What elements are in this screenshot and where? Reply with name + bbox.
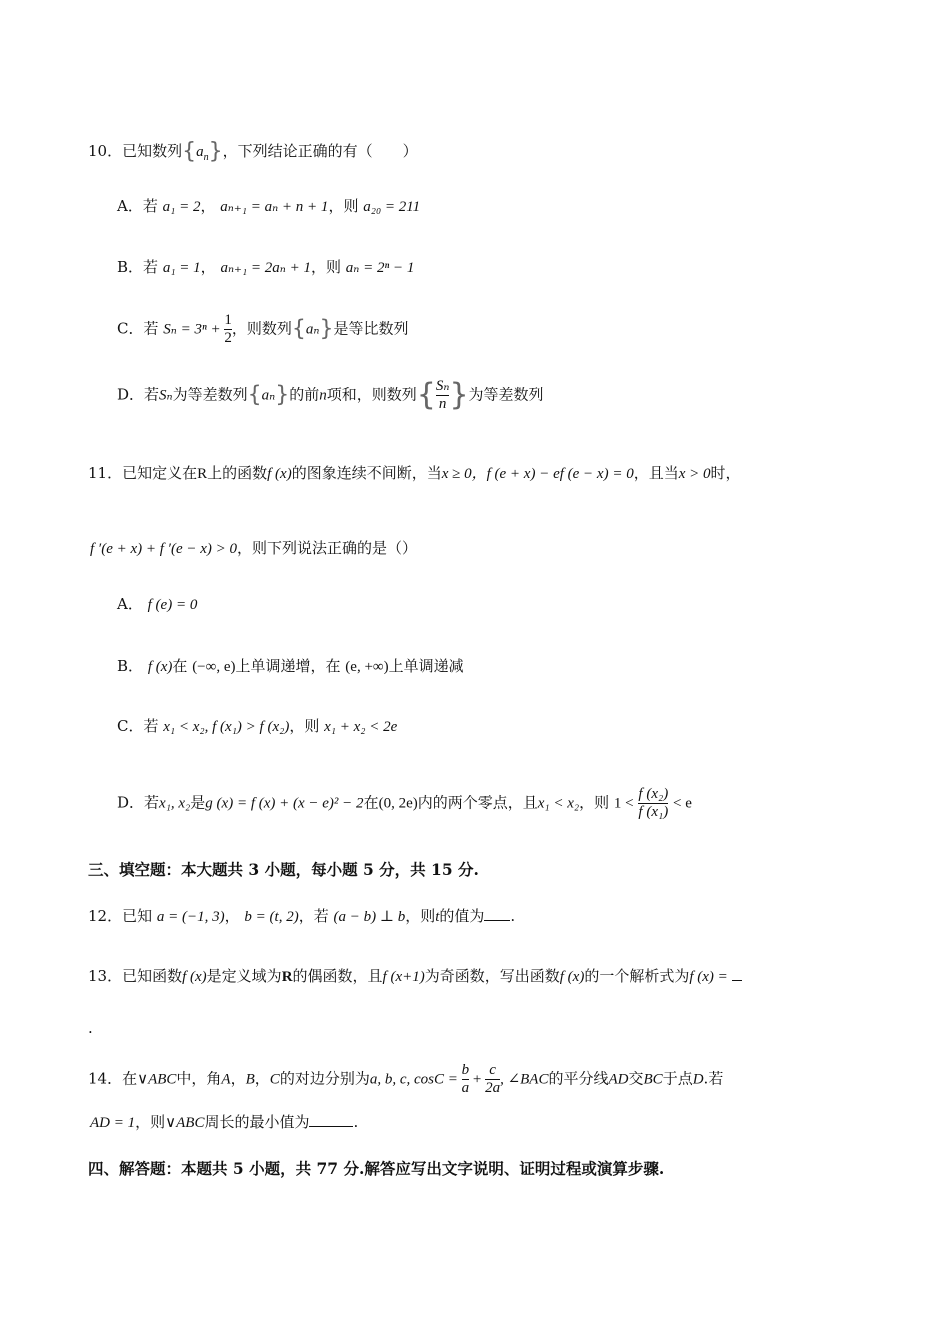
left-brace-icon: { bbox=[291, 316, 306, 342]
option-label: A．若 bbox=[117, 197, 158, 215]
separator: ， bbox=[200, 197, 216, 215]
q10-b-concl: aₙ = 2ⁿ − 1 bbox=[345, 260, 415, 276]
q14 bbox=[88, 1062, 723, 1097]
q10-option-d bbox=[117, 378, 544, 413]
option-label: A． bbox=[117, 595, 143, 613]
fraction bbox=[485, 1062, 500, 1097]
q12-text: ，则 bbox=[405, 907, 436, 925]
triangle-abc: ∨ABC bbox=[137, 1071, 177, 1088]
option-label: D．若 bbox=[117, 793, 160, 812]
q14-text: 于点 bbox=[662, 1069, 693, 1088]
zero-vars: x₁, x₂ bbox=[159, 795, 191, 812]
frac-den: n bbox=[438, 396, 447, 412]
frac-den: 2a bbox=[485, 1080, 501, 1096]
answer-blank[interactable] bbox=[732, 980, 742, 981]
sequence: aₙ bbox=[305, 321, 320, 338]
option-text: 是 bbox=[190, 793, 206, 812]
function-g: g (x) = f (x) + (x − e)² − 2 bbox=[205, 795, 364, 812]
function-f: f (x) bbox=[267, 466, 292, 482]
cond-x-positive: x > 0 bbox=[678, 466, 711, 482]
plus-sign: + bbox=[469, 1071, 486, 1088]
then-text: ，则 bbox=[328, 197, 359, 215]
option-text: 在 bbox=[172, 657, 188, 675]
q10-stem-b: ，下列结论正确的有（ ） bbox=[222, 142, 418, 160]
segment-bc: BC bbox=[643, 1071, 663, 1088]
fraction bbox=[638, 786, 668, 821]
then-text: ，则 bbox=[289, 717, 320, 735]
q11-stem-line2 bbox=[90, 536, 417, 561]
q10-b-cond1: a₁ = 1 bbox=[162, 260, 201, 276]
option-label: C．若 bbox=[117, 319, 159, 338]
q11-option-a bbox=[117, 592, 197, 617]
q10-option-c bbox=[117, 312, 408, 347]
option-label: D．若 bbox=[117, 385, 160, 404]
triangle-abc: ∨ABC bbox=[165, 1115, 205, 1131]
q14-line2 bbox=[90, 1110, 358, 1135]
q13-text: 13．已知函数 bbox=[88, 967, 183, 985]
q10-option-b bbox=[117, 255, 414, 280]
q11-question-text: ，则下列说法正确的是（） bbox=[237, 539, 418, 557]
fraction bbox=[436, 378, 450, 413]
option-text: 的前 bbox=[289, 385, 320, 404]
right-brace-icon: } bbox=[275, 382, 290, 408]
q13-period: . bbox=[88, 1019, 93, 1037]
frac-den: a bbox=[461, 1080, 470, 1096]
q12-text: ，若 bbox=[298, 907, 329, 925]
q10-a-concl: a₂₀ = 211 bbox=[363, 199, 421, 215]
option-text: 上单调递减 bbox=[388, 657, 464, 675]
q10-option-a bbox=[117, 194, 420, 219]
separator: ， bbox=[224, 907, 240, 925]
q11-stem-b: 上的函数 bbox=[207, 464, 268, 482]
inequality-right: < e bbox=[672, 795, 692, 812]
vector-b: b = (t, 2) bbox=[244, 909, 299, 925]
q13-text: 的一个解析式为 bbox=[584, 967, 690, 985]
function-f: f (x) bbox=[147, 659, 173, 675]
frac-num: b bbox=[461, 1062, 470, 1078]
derivative-condition: f ′(e + x) + f ′(e − x) > 0 bbox=[90, 541, 237, 557]
q10-stem-a: 10．已知数列 bbox=[88, 142, 183, 160]
q10-b-cond2: aₙ₊₁ = 2aₙ + 1 bbox=[220, 260, 311, 276]
frac-den: 2 bbox=[224, 330, 232, 346]
q11-option-b bbox=[117, 654, 464, 679]
option-text: ，则数列 bbox=[231, 319, 292, 338]
q10-c-cond: Sₙ = 3ⁿ + bbox=[163, 321, 225, 338]
function-f-shift: f (x+1) bbox=[382, 969, 425, 985]
segment-ad: AD bbox=[608, 1071, 629, 1088]
function-f-equals: f (x) = bbox=[689, 969, 728, 985]
sum-sn: Sₙ bbox=[159, 387, 173, 404]
q14-text: 中，角 bbox=[176, 1069, 222, 1088]
fraction bbox=[462, 1062, 470, 1097]
frac-num: f (x₂) bbox=[638, 786, 669, 802]
answer-blank[interactable] bbox=[484, 920, 510, 921]
q14-text: 交 bbox=[628, 1069, 644, 1088]
angle-b: B bbox=[245, 1071, 255, 1088]
right-brace-icon: } bbox=[319, 316, 334, 342]
q12-text: 12．已知 bbox=[88, 907, 153, 925]
interval-1: (−∞, e) bbox=[192, 659, 236, 675]
separator: ， bbox=[200, 258, 216, 276]
q14-text: 周长的最小值为 bbox=[204, 1113, 310, 1131]
option-text: 项和，则数列 bbox=[326, 385, 417, 404]
right-brace-icon: } bbox=[449, 377, 469, 413]
real-set-R: R bbox=[281, 969, 293, 985]
q11-stem-d: ，且当 bbox=[633, 464, 679, 482]
then-text: ，则 bbox=[579, 793, 610, 812]
frac-den: f (x₁) bbox=[638, 804, 669, 820]
q10-seq: a bbox=[196, 144, 204, 160]
q14-text: .若 bbox=[703, 1069, 724, 1088]
ad-equals-one: AD = 1 bbox=[90, 1115, 136, 1131]
left-brace-icon: { bbox=[247, 382, 262, 408]
sequence: aₙ bbox=[261, 387, 276, 404]
q12 bbox=[88, 904, 515, 929]
real-set-R: R bbox=[197, 466, 208, 482]
angle-a: A bbox=[221, 1071, 231, 1088]
option-label: B． bbox=[117, 657, 144, 675]
vector-a: a = (−1, 3) bbox=[156, 909, 225, 925]
q14-text: 的平分线 bbox=[548, 1069, 609, 1088]
q10-stem bbox=[88, 139, 418, 170]
option-text: 内的两个零点，且 bbox=[417, 793, 538, 812]
q11-option-c bbox=[117, 714, 397, 739]
option-text: 是等比数列 bbox=[333, 319, 409, 338]
q10-a-cond2: aₙ₊₁ = aₙ + n + 1 bbox=[220, 199, 329, 215]
q11-option-d bbox=[117, 786, 692, 821]
q11-stem-e: 时， bbox=[710, 464, 741, 482]
right-brace-icon: } bbox=[208, 139, 223, 164]
option-text: 上单调递增，在 bbox=[235, 657, 341, 675]
angle-c: C bbox=[269, 1071, 280, 1088]
q13-text: 是定义域为 bbox=[206, 967, 282, 985]
angle-bac: , ∠BAC bbox=[500, 1071, 549, 1088]
period: . bbox=[353, 1113, 359, 1131]
option-text: 为等差数列 bbox=[172, 385, 248, 404]
then-text: ，则 bbox=[311, 258, 342, 276]
cond-x: x ≥ 0， bbox=[441, 466, 487, 482]
var-n: n bbox=[319, 387, 327, 404]
q14-text: ，则 bbox=[135, 1113, 166, 1131]
option-math: f (e) = 0 bbox=[147, 597, 198, 613]
q13 bbox=[88, 964, 742, 989]
cos-condition: a, b, c, cosC = bbox=[369, 1071, 462, 1088]
frac-num: Sₙ bbox=[435, 378, 450, 394]
left-brace-icon: { bbox=[182, 139, 197, 164]
option-text: 在 bbox=[363, 793, 379, 812]
interval: (0, 2e) bbox=[378, 795, 418, 812]
cond-equation: f (e + x) − ef (e − x) = 0 bbox=[486, 466, 634, 482]
interval-2: (e, +∞) bbox=[345, 659, 389, 675]
period: . bbox=[510, 907, 516, 925]
option-text: 为等差数列 bbox=[468, 385, 544, 404]
function-f: f (x) bbox=[559, 969, 585, 985]
separator: ， bbox=[254, 1069, 270, 1088]
option-condition: x₁ < x₂ bbox=[537, 795, 580, 812]
section-4-heading: 四、解答题：本题共 5 小题，共 77 分.解答应写出文字说明、证明过程或演算步骤. bbox=[88, 1159, 665, 1178]
q13-text: 的偶函数，且 bbox=[292, 967, 383, 985]
q10-a-cond1: a₁ = 2 bbox=[162, 199, 201, 215]
q10-seq-sub: n bbox=[203, 152, 209, 163]
separator: ， bbox=[230, 1069, 246, 1088]
answer-blank[interactable] bbox=[309, 1126, 353, 1127]
q14-text: 14．在 bbox=[88, 1069, 138, 1088]
q13-text: 为奇函数，写出函数 bbox=[424, 967, 560, 985]
q11-stem-a: 11．已知定义在 bbox=[88, 464, 198, 482]
q11-stem bbox=[88, 461, 741, 486]
point-d: D bbox=[692, 1071, 704, 1088]
option-label: C．若 bbox=[117, 717, 159, 735]
frac-num: c bbox=[489, 1062, 496, 1078]
q11-stem-c: 的图象连续不间断，当 bbox=[291, 464, 442, 482]
option-conclusion: x₁ + x₂ < 2e bbox=[324, 719, 398, 735]
left-brace-icon: { bbox=[416, 377, 436, 413]
var-t: t bbox=[435, 909, 440, 925]
q14-text: 的对边分别为 bbox=[279, 1069, 370, 1088]
q12-text: 的值为 bbox=[439, 907, 485, 925]
perpendicular-condition: (a − b) ⊥ b bbox=[333, 909, 406, 925]
frac-num: 1 bbox=[224, 312, 232, 328]
option-label: B．若 bbox=[117, 258, 159, 276]
section-3-heading: 三、填空题：本大题共 3 小题，每小题 5 分，共 15 分. bbox=[88, 860, 479, 879]
function-f: f (x) bbox=[182, 969, 207, 985]
option-condition: x₁ < x₂, f (x₁) > f (x₂) bbox=[163, 719, 290, 735]
inequality-left: 1 < bbox=[613, 795, 634, 812]
fraction bbox=[224, 312, 232, 347]
